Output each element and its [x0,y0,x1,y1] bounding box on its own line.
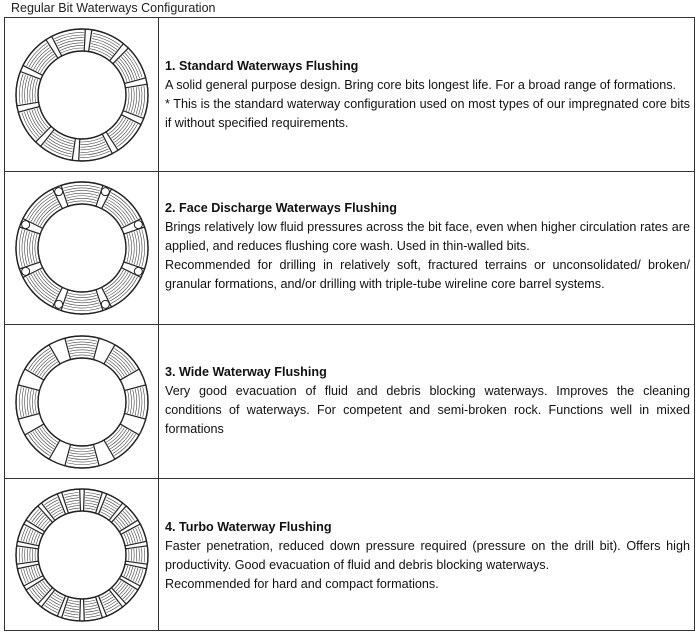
image-cell [5,479,159,631]
image-cell [5,172,159,324]
table-row-wide [5,325,694,479]
standard-waterways-bit-icon [12,25,152,165]
row-title: 2. Face Discharge Waterways Flushing [165,201,397,215]
description-cell [165,57,690,133]
table-row-standard [5,18,694,172]
row-paragraph: Very good evacuation of fluid and debris blocking waterways. Improves the cleaning conditions of waterways. For competent and semi-broken rock. Functions well in mixed formations [165,384,690,436]
bit-segments [15,336,147,468]
turbo-waterway-bit-icon [12,485,152,625]
image-cell [5,18,159,171]
description-cell [165,199,690,294]
table-row-face-discharge [5,172,694,325]
table-row-turbo [5,479,694,631]
row-paragraph: Recommended for hard and compact formations. [165,577,439,591]
face-discharge-bit-icon [12,178,152,318]
description-cell [165,518,690,594]
bit-segments [16,29,148,161]
row-paragraph: Brings relatively low fluid pressures across the bit face, even when higher circulation rates are applied, and reduces flushing core wash. Used in thin-walled bits. [165,220,690,253]
bit-segments [15,182,147,314]
row-paragraph: Faster penetration, reduced down pressure required (pressure on the drill bit). Offers high productivity. Good evacuation of fluid and debris blocking waterways. [165,539,690,572]
row-paragraph: * This is the standard waterway configuration used on most types of our impregnated core bits if without specified requirements. [165,97,690,130]
row-paragraph: A solid general purpose design. Bring core bits longest life. For a broad range of formations. [165,78,677,92]
bit-segments [16,489,148,621]
wide-waterway-bit-icon [12,332,152,472]
row-paragraph: Recommended for drilling in relatively soft, fractured terrains or unconsolidated/ broken/ granular formations, and/or drilling with triple-tube wireline core barrel systems. [165,258,690,291]
waterways-table [4,17,695,631]
row-title: 4. Turbo Waterway Flushing [165,520,332,534]
row-title: 3. Wide Waterway Flushing [165,365,327,379]
image-cell [5,325,159,478]
table-caption: Regular Bit Waterways Configuration [11,1,216,15]
row-title: 1. Standard Waterways Flushing [165,59,359,73]
description-cell [165,363,690,439]
